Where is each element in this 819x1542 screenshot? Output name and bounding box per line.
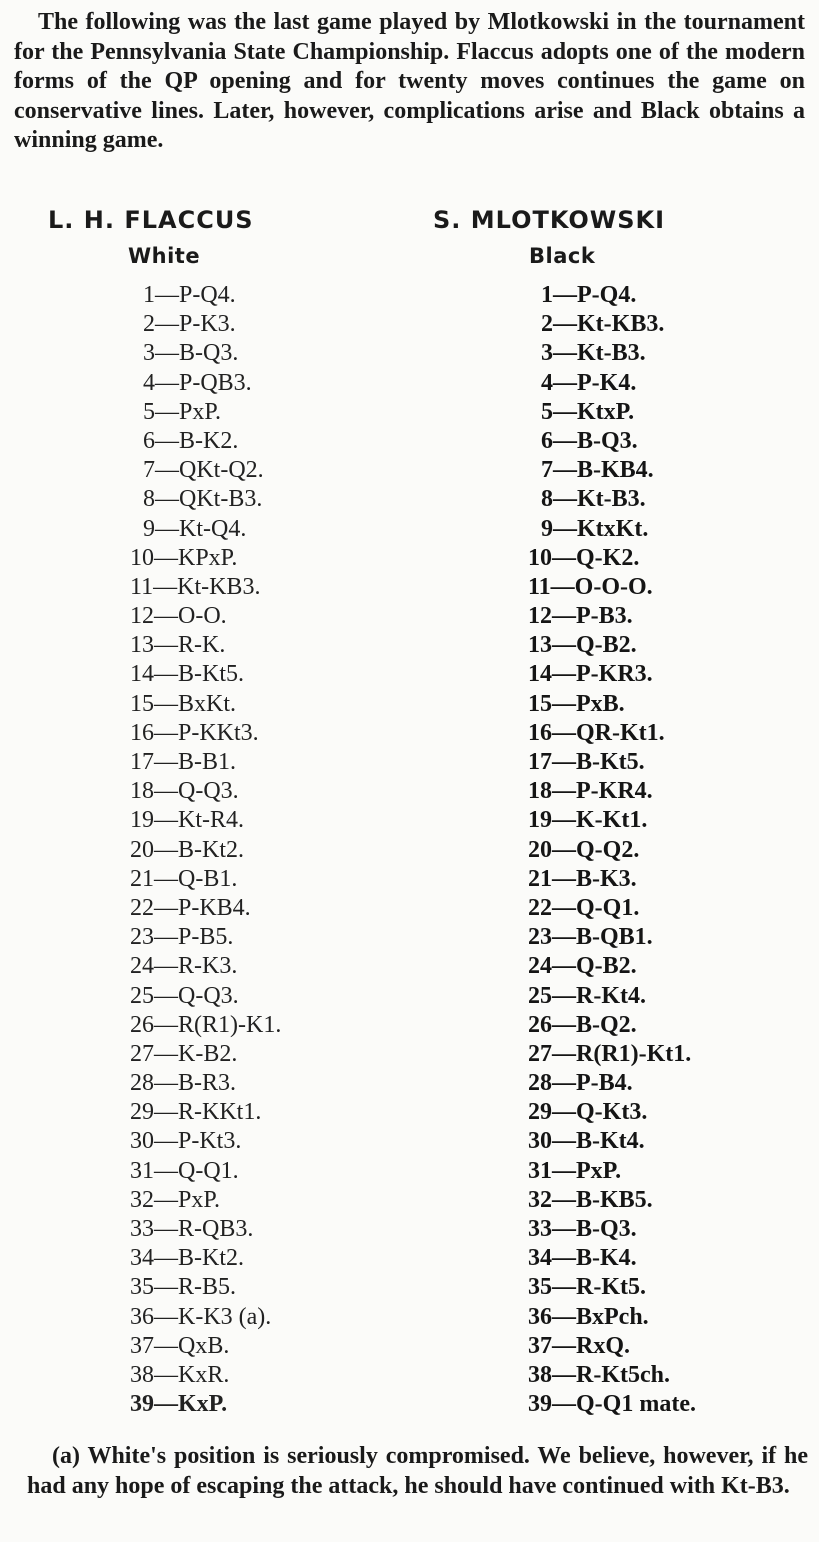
white-move: 18—Q-Q3. xyxy=(130,778,239,805)
black-move: 28—P-B4. xyxy=(528,1070,633,1097)
black-move: 27—R(R1)-Kt1. xyxy=(528,1040,692,1067)
white-move: 5—PxP. xyxy=(143,398,222,425)
black-move: 20—Q-Q2. xyxy=(528,836,640,863)
white-move: 19—Kt-R4. xyxy=(130,807,244,834)
white-move: 4—P-QB3. xyxy=(143,369,252,396)
white-move: 22—P-KB4. xyxy=(130,894,251,921)
intro-paragraph: The following was the last game played by Mlotkowski in the tournament for the Pennsylvania State Championship. Flaccus adopts one of the modern forms of the QP opening and for twenty moves continues the game on conservative lines. Later, however, complications arise and Black obtains a winning game. xyxy=(14,9,805,153)
black-move: 23—B-QB1. xyxy=(528,924,653,951)
white-move: 24—R-K3. xyxy=(130,953,238,980)
white-move: 28—B-R3. xyxy=(130,1070,237,1097)
white-move: 29—R-KKt1. xyxy=(130,1099,262,1126)
white-move: 30—P-Kt3. xyxy=(130,1128,242,1155)
white-move: 35—R-B5. xyxy=(130,1274,237,1301)
black-move: 16—QR-Kt1. xyxy=(528,719,665,746)
black-move: 18—P-KR4. xyxy=(528,778,653,805)
black-move: 3—Kt-B3. xyxy=(541,340,646,367)
black-move: 2—Kt-KB3. xyxy=(541,311,665,338)
black-move: 34—B-K4. xyxy=(528,1245,637,1272)
white-move: 11—Kt-KB3. xyxy=(130,573,261,600)
white-move: 1—P-Q4. xyxy=(143,282,236,308)
black-player-name: S. MLOTKOWSKI xyxy=(433,206,666,234)
black-move: 11—O-O-O. xyxy=(528,573,653,600)
white-move: 31—Q-Q1. xyxy=(130,1157,239,1184)
white-move: 37—QxB. xyxy=(130,1332,230,1359)
black-move: 38—R-Kt5ch. xyxy=(528,1361,670,1388)
white-move: 6—B-K2. xyxy=(143,427,239,454)
white-move: 12—O-O. xyxy=(130,603,227,630)
white-color-label: White xyxy=(128,244,201,268)
white-move: 25—Q-Q3. xyxy=(130,982,239,1009)
black-move: 7—B-KB4. xyxy=(541,457,654,484)
white-move: 15—BxKt. xyxy=(130,690,237,717)
white-move: 38—KxR. xyxy=(130,1361,230,1388)
black-move: 13—Q-B2. xyxy=(528,632,637,659)
black-move: 30—B-Kt4. xyxy=(528,1128,645,1155)
black-move: 37—RxQ. xyxy=(528,1332,630,1359)
black-moves-list xyxy=(528,281,819,1419)
black-move: 14—P-KR3. xyxy=(528,661,653,688)
black-move: 9—KtxKt. xyxy=(541,515,649,542)
black-move: 5—KtxP. xyxy=(541,398,635,425)
black-move: 1—P-Q4. xyxy=(541,282,637,308)
white-move: 26—R(R1)-K1. xyxy=(130,1011,282,1038)
white-move: 13—R-K. xyxy=(130,632,226,659)
black-move: 29—Q-Kt3. xyxy=(528,1099,648,1126)
white-move: 10—KPxP. xyxy=(130,544,238,571)
black-move: 4—P-K4. xyxy=(541,369,637,396)
white-move: 21—Q-B1. xyxy=(130,865,238,892)
white-move: 23—P-B5. xyxy=(130,924,234,951)
black-move: 26—B-Q2. xyxy=(528,1011,637,1038)
white-moves-list xyxy=(0,281,400,1419)
black-color-label: Black xyxy=(529,244,596,268)
black-move: 17—B-Kt5. xyxy=(528,749,645,775)
black-move: 12—P-B3. xyxy=(528,603,633,630)
black-move: 39—Q-Q1 mate. xyxy=(528,1391,696,1418)
black-move: 24—Q-B2. xyxy=(528,953,637,980)
white-move: 3—B-Q3. xyxy=(143,340,239,367)
white-move: 36—K-K3 (a). xyxy=(130,1303,272,1330)
white-move: 34—B-Kt2. xyxy=(130,1245,244,1272)
white-move: 2—P-K3. xyxy=(143,311,236,338)
black-move: 6—B-Q3. xyxy=(541,427,638,454)
white-player-name: L. H. FLACCUS xyxy=(48,206,254,234)
black-move: 33—B-Q3. xyxy=(528,1216,637,1242)
white-move: 20—B-Kt2. xyxy=(130,836,244,863)
black-move: 19—K-Kt1. xyxy=(528,807,648,834)
black-move: 31—PxP. xyxy=(528,1157,622,1184)
black-move: 22—Q-Q1. xyxy=(528,894,640,921)
black-move: 32—B-KB5. xyxy=(528,1186,653,1213)
footnote: (a) White's position is seriously compromised. We believe, however, if he had any hope of escaping the attack, he should have continued with Kt-B3. xyxy=(27,1443,808,1499)
white-move: 32—PxP. xyxy=(130,1186,221,1213)
black-move: 36—BxPch. xyxy=(528,1303,649,1330)
white-move: 27—K-B2. xyxy=(130,1040,238,1067)
black-move: 8—Kt-B3. xyxy=(541,486,646,513)
white-move: 16—P-KKt3. xyxy=(130,719,259,746)
black-move: 21—B-K3. xyxy=(528,865,637,892)
white-move: 14—B-Kt5. xyxy=(130,661,244,688)
black-move: 25—R-Kt4. xyxy=(528,982,646,1009)
black-move: 10—Q-K2. xyxy=(528,544,640,571)
black-move: 35—R-Kt5. xyxy=(528,1274,646,1301)
white-move: 9—Kt-Q4. xyxy=(143,515,247,542)
black-move: 15—PxB. xyxy=(528,690,625,717)
white-move: 39—KxP. xyxy=(130,1391,228,1418)
white-move: 17—B-B1. xyxy=(130,749,237,775)
white-move: 8—QKt-B3. xyxy=(143,486,263,513)
white-move: 7—QKt-Q2. xyxy=(143,457,264,484)
white-move: 33—R-QB3. xyxy=(130,1216,254,1242)
